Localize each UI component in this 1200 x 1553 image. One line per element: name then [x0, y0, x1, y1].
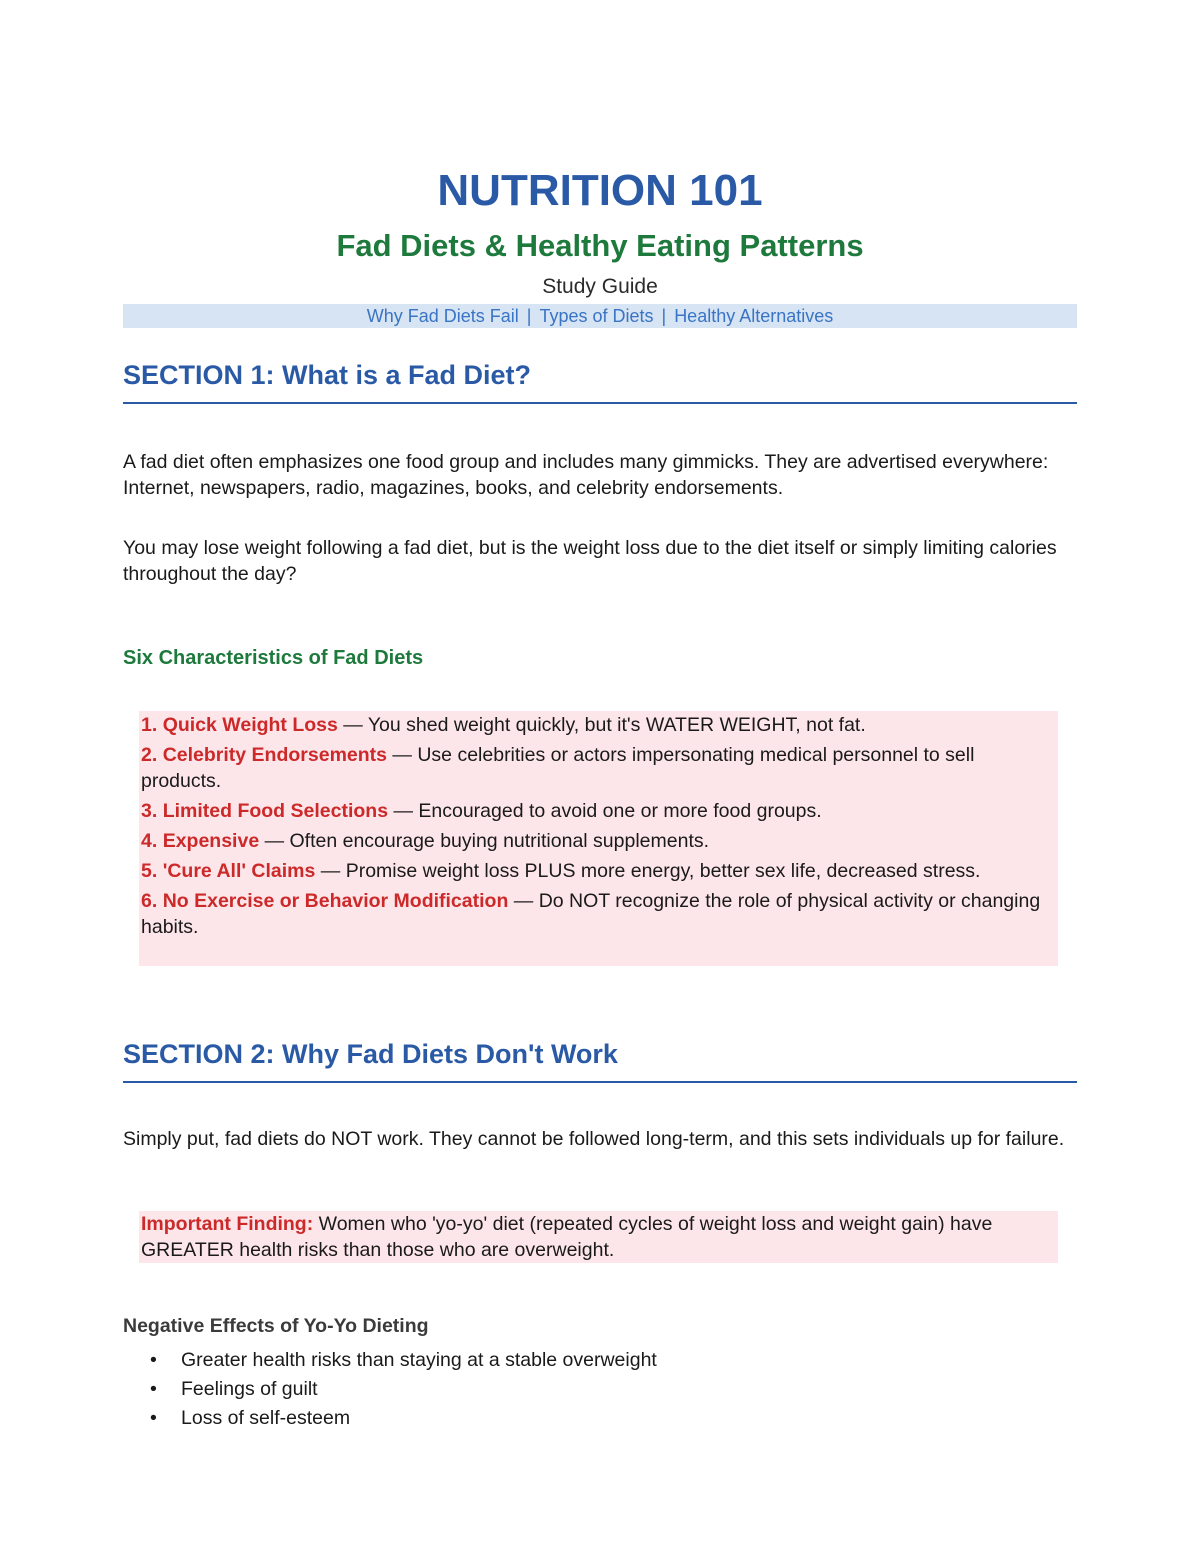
nav-link-why-fad-diets-fail[interactable]: Why Fad Diets Fail — [366, 306, 519, 326]
characteristic-item — [141, 798, 1058, 824]
characteristic-description: — Promise weight loss PLUS more energy, better sex life, decreased stress. — [315, 860, 981, 882]
characteristic-description: — Often encourage buying nutritional supplements. — [259, 830, 710, 852]
list-item — [123, 1375, 657, 1404]
characteristic-item — [141, 858, 1058, 884]
characteristic-description: — Encouraged to avoid one or more food groups. — [388, 800, 822, 822]
list-item — [123, 1404, 657, 1433]
nav-separator: | — [526, 306, 532, 326]
important-finding — [141, 1211, 1058, 1263]
characteristic-item — [141, 742, 1058, 794]
bullet-icon: • — [150, 1378, 157, 1400]
characteristic-number: 1. — [141, 714, 158, 736]
characteristic-item — [141, 888, 1058, 940]
characteristics-heading: Six Characteristics of Fad Diets — [123, 647, 424, 669]
characteristic-number: 2. — [141, 744, 158, 766]
characteristic-item — [141, 712, 1058, 738]
topic-nav-bar — [123, 304, 1077, 328]
nav-link-healthy-alternatives[interactable]: Healthy Alternatives — [674, 306, 834, 326]
characteristics-list — [141, 712, 1058, 940]
important-finding-text: Women who 'yo-yo' diet (repeated cycles of weight loss and weight gain) have GREATER health risks than those who are overweight. — [141, 1213, 993, 1261]
characteristic-title: Limited Food Selections — [162, 800, 389, 822]
characteristic-title: Celebrity Endorsements — [162, 744, 388, 766]
study-guide-label: Study Guide — [542, 275, 658, 298]
list-item — [123, 1346, 657, 1375]
bullet-icon: • — [150, 1407, 157, 1429]
section-1-paragraph-1: A fad diet often emphasizes one food group and includes many gimmicks. They are advertised everywhere: Internet, newspapers, radio, magazines, books, and celebrity endorsements. — [123, 451, 1049, 499]
section-2-paragraph-1: Simply put, fad diets do NOT work. They cannot be followed long-term, and this sets individuals up for failure. — [123, 1128, 1065, 1150]
list-item-text: Greater health risks than staying at a stable overweight — [181, 1349, 657, 1371]
characteristic-description: — Use celebrities or actors impersonating medical personnel to sell products. — [141, 744, 975, 792]
characteristic-number: 4. — [141, 830, 158, 852]
list-item-text: Loss of self-esteem — [181, 1407, 351, 1429]
section-2-heading: SECTION 2: Why Fad Diets Don't Work — [123, 1037, 1077, 1083]
bullet-icon: • — [150, 1349, 157, 1371]
characteristics-box — [139, 711, 1058, 966]
characteristic-description: — Do NOT recognize the role of physical activity or changing habits. — [141, 890, 1041, 938]
nav-link-types-of-diets[interactable]: Types of Diets — [539, 306, 654, 326]
characteristic-title: Expensive — [162, 830, 260, 852]
negative-effects-list — [123, 1346, 657, 1433]
section-1-heading: SECTION 1: What is a Fad Diet? — [123, 358, 1077, 404]
important-finding-label: Important Finding: — [141, 1213, 314, 1235]
characteristic-number: 6. — [141, 890, 158, 912]
nav-separator: | — [661, 306, 667, 326]
negative-effects-heading: Negative Effects of Yo-Yo Dieting — [123, 1315, 429, 1337]
page-title: NUTRITION 101 — [437, 166, 763, 215]
important-finding-box — [139, 1211, 1058, 1263]
page-subtitle: Fad Diets & Healthy Eating Patterns — [336, 228, 864, 263]
characteristic-description: — You shed weight quickly, but it's WATER WEIGHT, not fat. — [337, 714, 866, 736]
list-item-text: Feelings of guilt — [181, 1378, 318, 1400]
characteristic-number: 3. — [141, 800, 158, 822]
characteristic-title: 'Cure All' Claims — [162, 860, 316, 882]
characteristic-title: Quick Weight Loss — [162, 714, 338, 736]
characteristic-number: 5. — [141, 860, 158, 882]
section-1-paragraph-2: You may lose weight following a fad diet, but is the weight loss due to the diet itself or simply limiting calories throughout the day? — [123, 537, 1057, 585]
characteristic-title: No Exercise or Behavior Modification — [162, 890, 509, 912]
characteristic-item — [141, 828, 1058, 854]
